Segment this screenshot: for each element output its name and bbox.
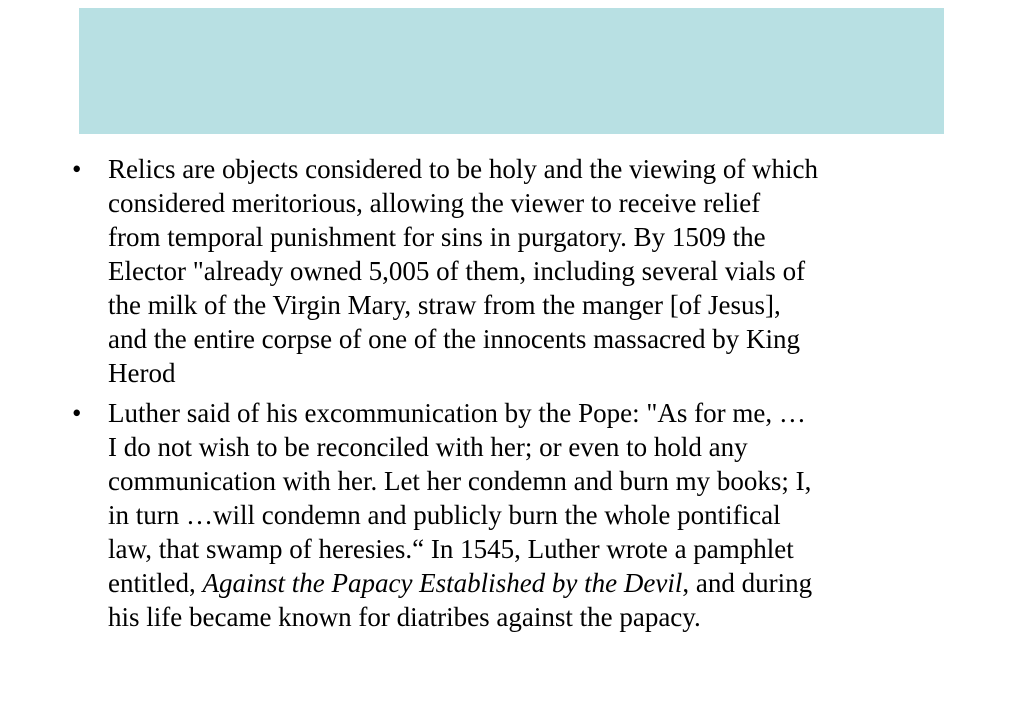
text-line: in turn …will condemn and publicly burn the whole pontifical: [108, 500, 781, 530]
bullet-marker: •: [72, 154, 82, 184]
pamphlet-title: Against the Papacy Established by the Devil: [202, 568, 683, 598]
bullet-list: [72, 152, 952, 634]
text-line: Herod: [108, 358, 176, 388]
text-line: Luther said of his excommunication by the Pope: "As for me, …: [108, 398, 806, 428]
text-line: I do not wish to be reconciled with her; or even to hold any: [108, 432, 748, 462]
text-line: from temporal punishment for sins in purgatory. By 1509 the: [108, 222, 766, 252]
bullet-relics: [72, 152, 952, 390]
text-line: Relics are objects considered to be holy and the viewing of which: [108, 154, 819, 184]
bullet-marker: •: [72, 398, 82, 428]
text-segment: entitled,: [108, 568, 203, 598]
text-line: communication with her. Let her condemn and burn my books; I,: [108, 466, 812, 496]
text-line: the milk of the Virgin Mary, straw from the manger [of Jesus],: [108, 290, 781, 320]
text-line: law, that swamp of heresies.“ In 1545, Luther wrote a pamphlet: [108, 534, 794, 564]
bullet-luther: [72, 396, 952, 634]
text-line: and the entire corpse of one of the innocents massacred by King: [108, 324, 801, 354]
text-line: [108, 566, 952, 600]
text-line: Elector "already owned 5,005 of them, including several vials of: [108, 256, 806, 286]
slide-content: [72, 152, 952, 640]
title-band: [79, 8, 944, 134]
text-line: his life became known for diatribes against the papacy.: [108, 602, 701, 632]
text-line: considered meritorious, allowing the viewer to receive relief: [108, 188, 761, 218]
text-segment: , and during: [682, 568, 813, 598]
